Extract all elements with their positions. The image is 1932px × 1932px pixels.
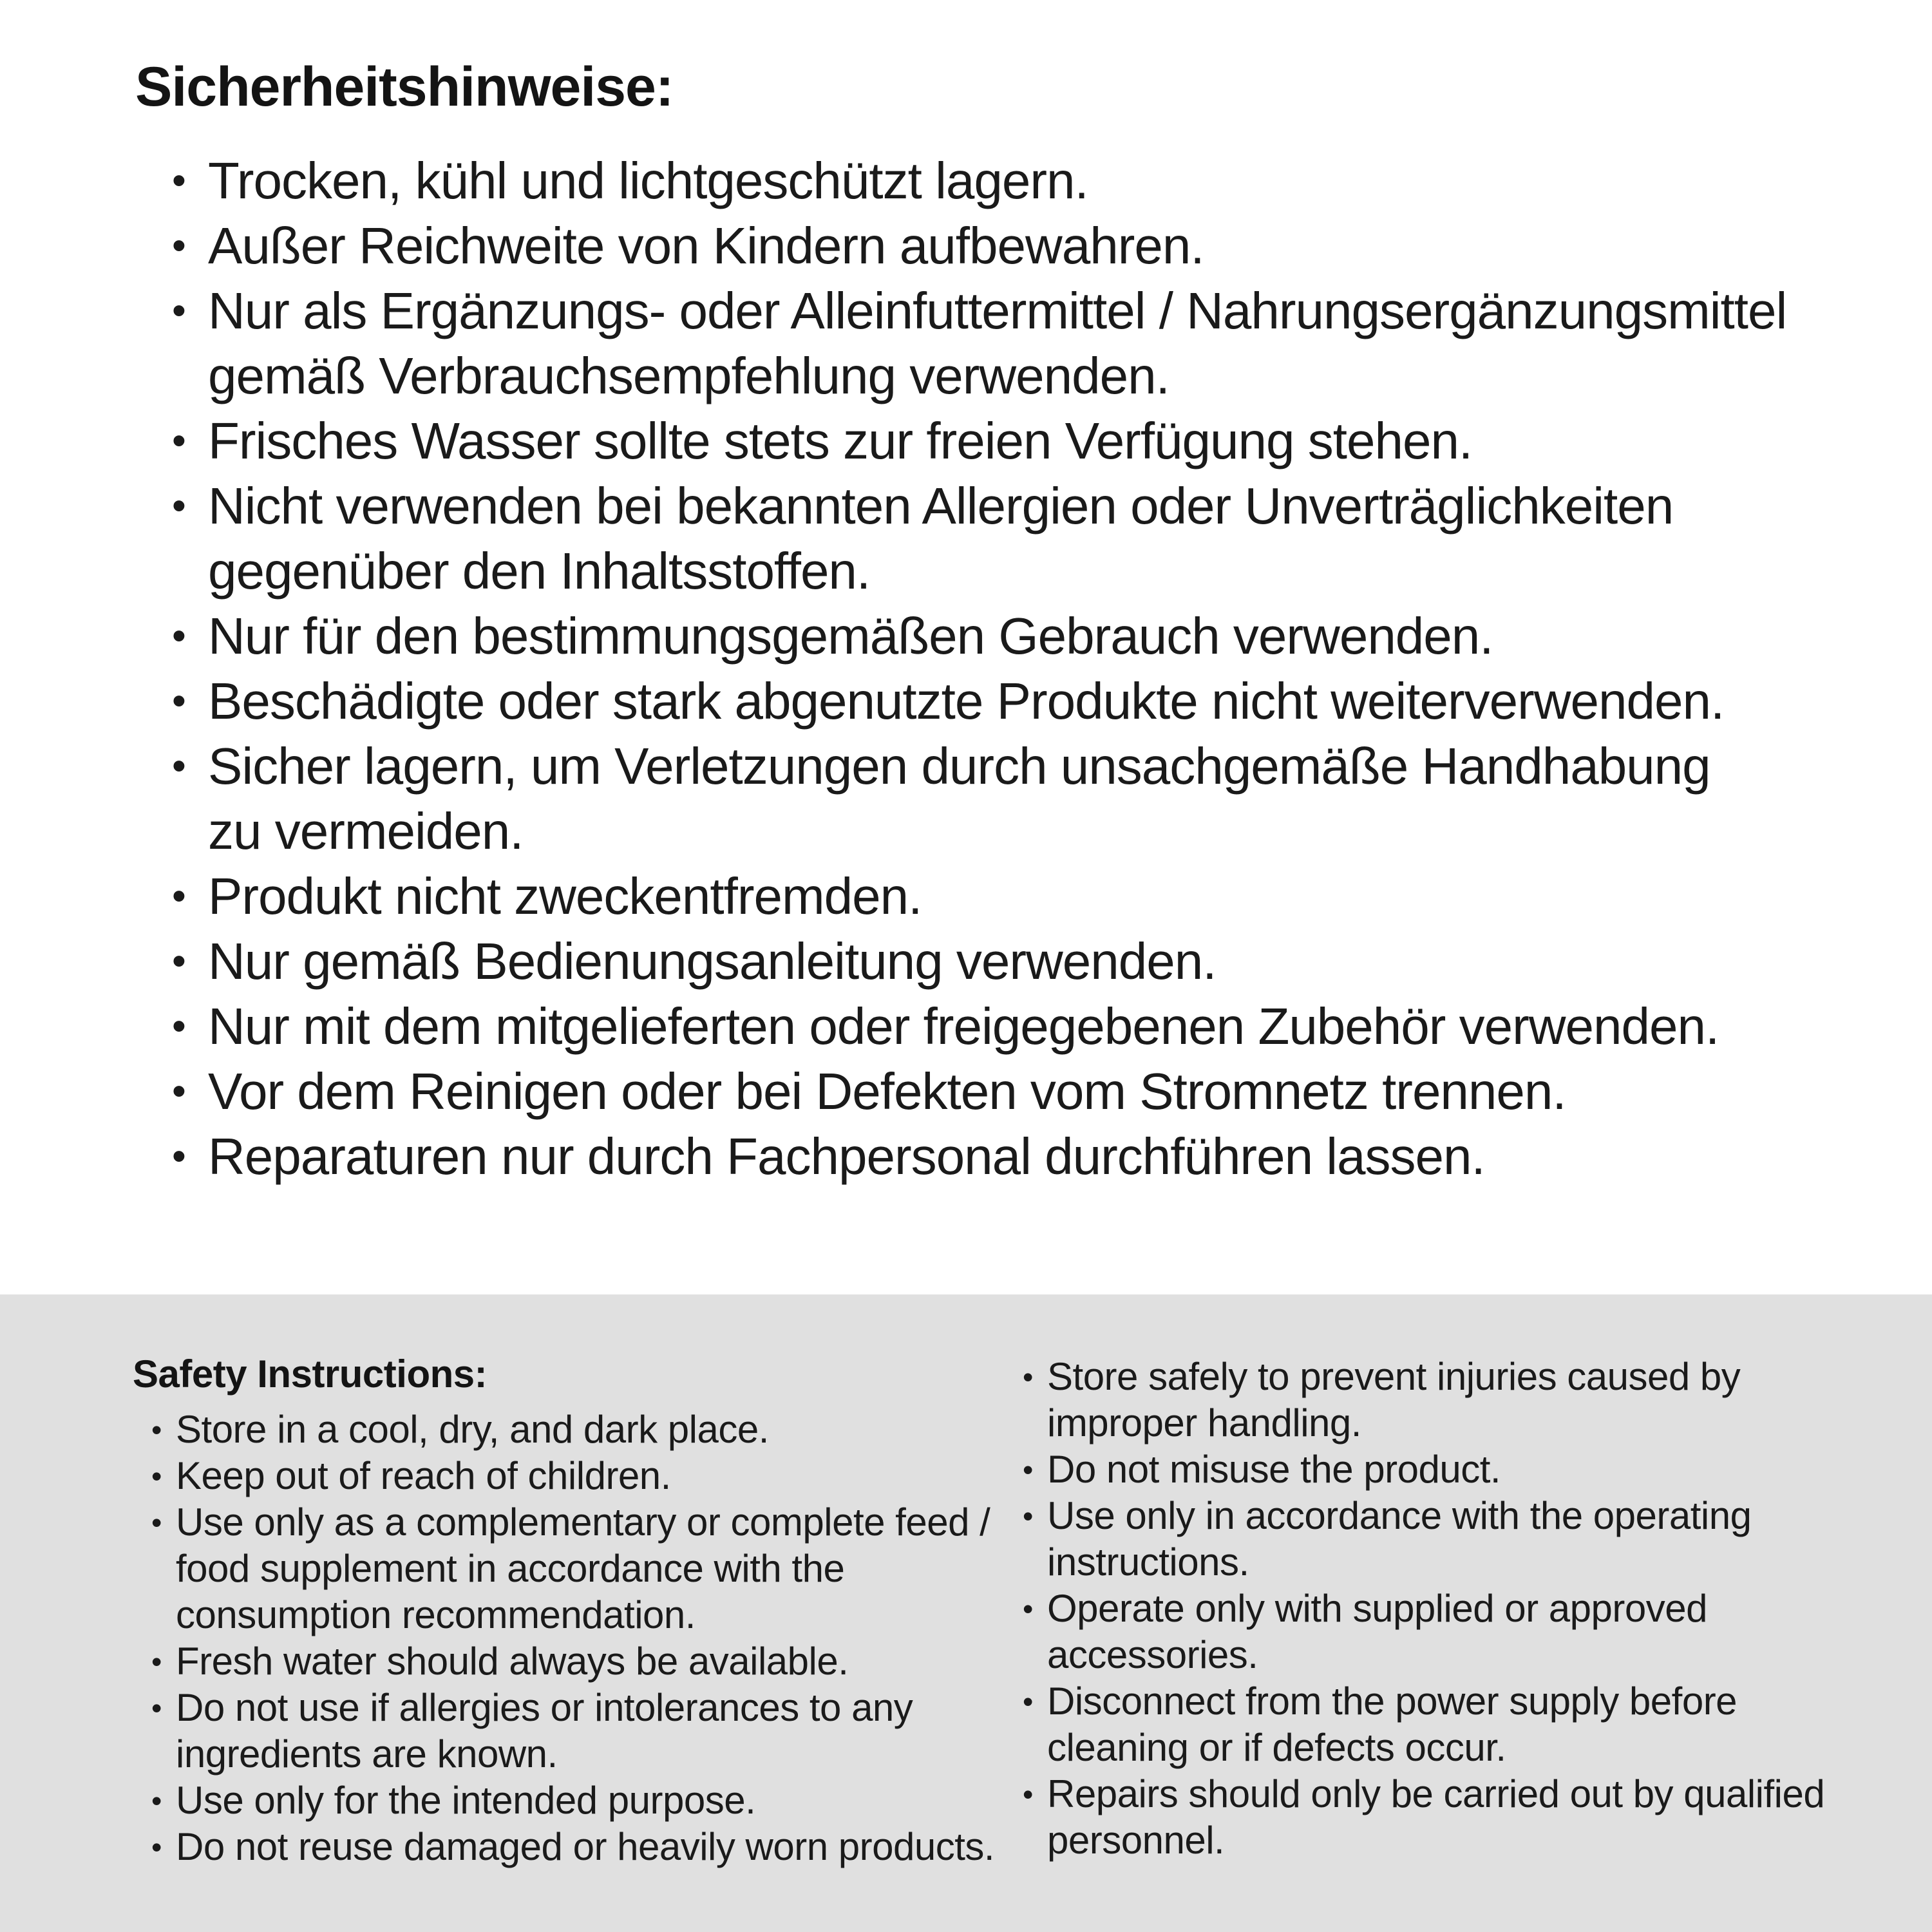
list-item: • Use only in accordance with the operating instructions.: [1021, 1493, 1824, 1586]
list-item: • Außer Reichweite von Kindern aufbewahren.: [171, 213, 1786, 278]
list-item: • Sicher lagern, um Verletzungen durch unsachgemäße Handhabung zu vermeiden.: [171, 734, 1786, 864]
list-item: • Vor dem Reinigen oder bei Defekten vom Stromnetz trennen.: [171, 1059, 1786, 1124]
list-item: • Disconnect from the power supply before cleaning or if defects occur.: [1021, 1678, 1824, 1771]
list-item: • Repairs should only be carried out by qualified personnel.: [1021, 1771, 1824, 1864]
list-item: • Operate only with supplied or approved accessories.: [1021, 1586, 1824, 1678]
english-heading: Safety Instructions:: [133, 1352, 488, 1396]
list-item: • Use only as a complementary or complete feed / food supplement in accordance with the consumption recommendation.: [150, 1499, 994, 1638]
list-item: • Beschädigte oder stark abgenutzte Produkte nicht weiterverwenden.: [171, 668, 1786, 734]
list-item: • Produkt nicht zweckentfremden.: [171, 864, 1786, 929]
english-safety-list-right: [1021, 1354, 1824, 1864]
list-item: • Nur als Ergänzungs- oder Alleinfuttermittel / Nahrungsergänzungsmittel gemäß Verbrauchsempfehlung verwenden.: [171, 278, 1786, 408]
list-item: • Fresh water should always be available.: [150, 1638, 994, 1685]
list-item: • Store safely to prevent injuries caused by improper handling.: [1021, 1354, 1824, 1446]
list-item: • Do not reuse damaged or heavily worn products.: [150, 1824, 994, 1870]
list-item: • Nicht verwenden bei bekannten Allergien oder Unverträglichkeiten gegenüber den Inhaltsstoffen.: [171, 473, 1786, 603]
list-item: • Keep out of reach of children.: [150, 1453, 994, 1499]
english-safety-list-left: [150, 1406, 994, 1870]
german-safety-list: [171, 148, 1786, 1189]
english-section: [0, 1294, 1932, 1932]
list-item: • Use only for the intended purpose.: [150, 1777, 994, 1824]
list-item: • Store in a cool, dry, and dark place.: [150, 1406, 994, 1453]
list-item: • Do not use if allergies or intolerances to any ingredients are known.: [150, 1685, 994, 1777]
list-item: • Nur für den bestimmungsgemäßen Gebrauch verwenden.: [171, 603, 1786, 668]
list-item: • Nur gemäß Bedienungsanleitung verwenden.: [171, 929, 1786, 994]
list-item: • Reparaturen nur durch Fachpersonal durchführen lassen.: [171, 1124, 1786, 1189]
list-item: • Do not misuse the product.: [1021, 1446, 1824, 1493]
german-heading: Sicherheitshinweise:: [135, 56, 674, 118]
list-item: • Frisches Wasser sollte stets zur freien Verfügung stehen.: [171, 408, 1786, 473]
list-item: • Trocken, kühl und lichtgeschützt lagern.: [171, 148, 1786, 213]
list-item: • Nur mit dem mitgelieferten oder freigegebenen Zubehör verwenden.: [171, 994, 1786, 1059]
